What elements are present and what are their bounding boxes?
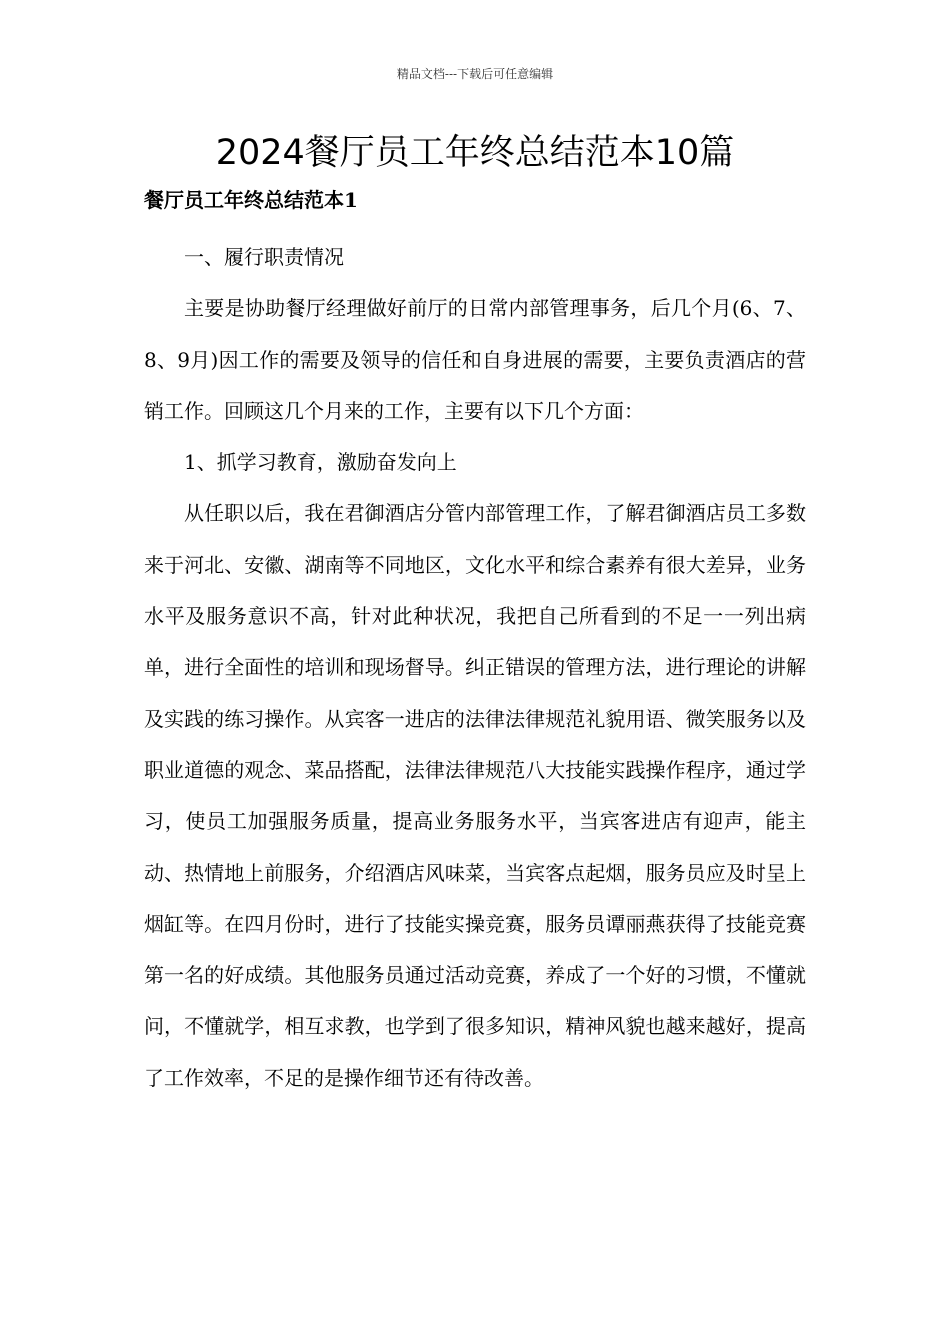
section-heading: 餐厅员工年终总结范本1 (144, 188, 358, 212)
header-note: 精品文档---下载后可任意编辑 (396, 67, 554, 81)
body-text (144, 232, 806, 1104)
paragraph-study-detail: 从任职以后，我在君御酒店分管内部管理工作，了解君御酒店员工多数来于河北、安徽、湖南等不同地区，文化水平和综合素养有很大差异，业务水平及服务意识不高，针对此种状况，我把自己所看到的不足一一列出病单，进行全面性的培训和现场督导。纠正错误的管理方法，进行理论的讲解及实践的练习操作。从宾客一进店的法律法律规范礼貌用语、微笑服务以及职业道德的观念、菜品搭配，法律法律规范八大技能实践操作程序，通过学习，使员工加强服务质量，提高业务服务水平，当宾客进店有迎声，能主动、热情地上前服务，介绍酒店风味菜，当宾客点起烟，服务员应及时呈上烟缸等。在四月份时，进行了技能实操竞赛，服务员谭丽燕获得了技能竞赛第一名的好成绩。其他服务员通过活动竞赛，养成了一个好的习惯，不懂就问，不懂就学，相互求教，也学到了很多知识，精神风貌也越来越好，提高了工作效率，不足的是操作细节还有待改善。 (144, 501, 806, 1090)
paragraph-duties-heading: 一、履行职责情况 (184, 245, 344, 269)
document-title: 2024餐厅员工年终总结范本10篇 (215, 133, 735, 173)
paragraph-duties-summary: 主要是协助餐厅经理做好前厅的日常内部管理事务，后几个月(6、7、8、9月)因工作的需要及领导的信任和自身进展的需要，主要负责酒店的营销工作。回顾这几个月来的工作，主要有以下几个方面： (144, 296, 806, 423)
paragraph-study-heading: 1、抓学习教育，激励奋发向上 (184, 450, 457, 475)
